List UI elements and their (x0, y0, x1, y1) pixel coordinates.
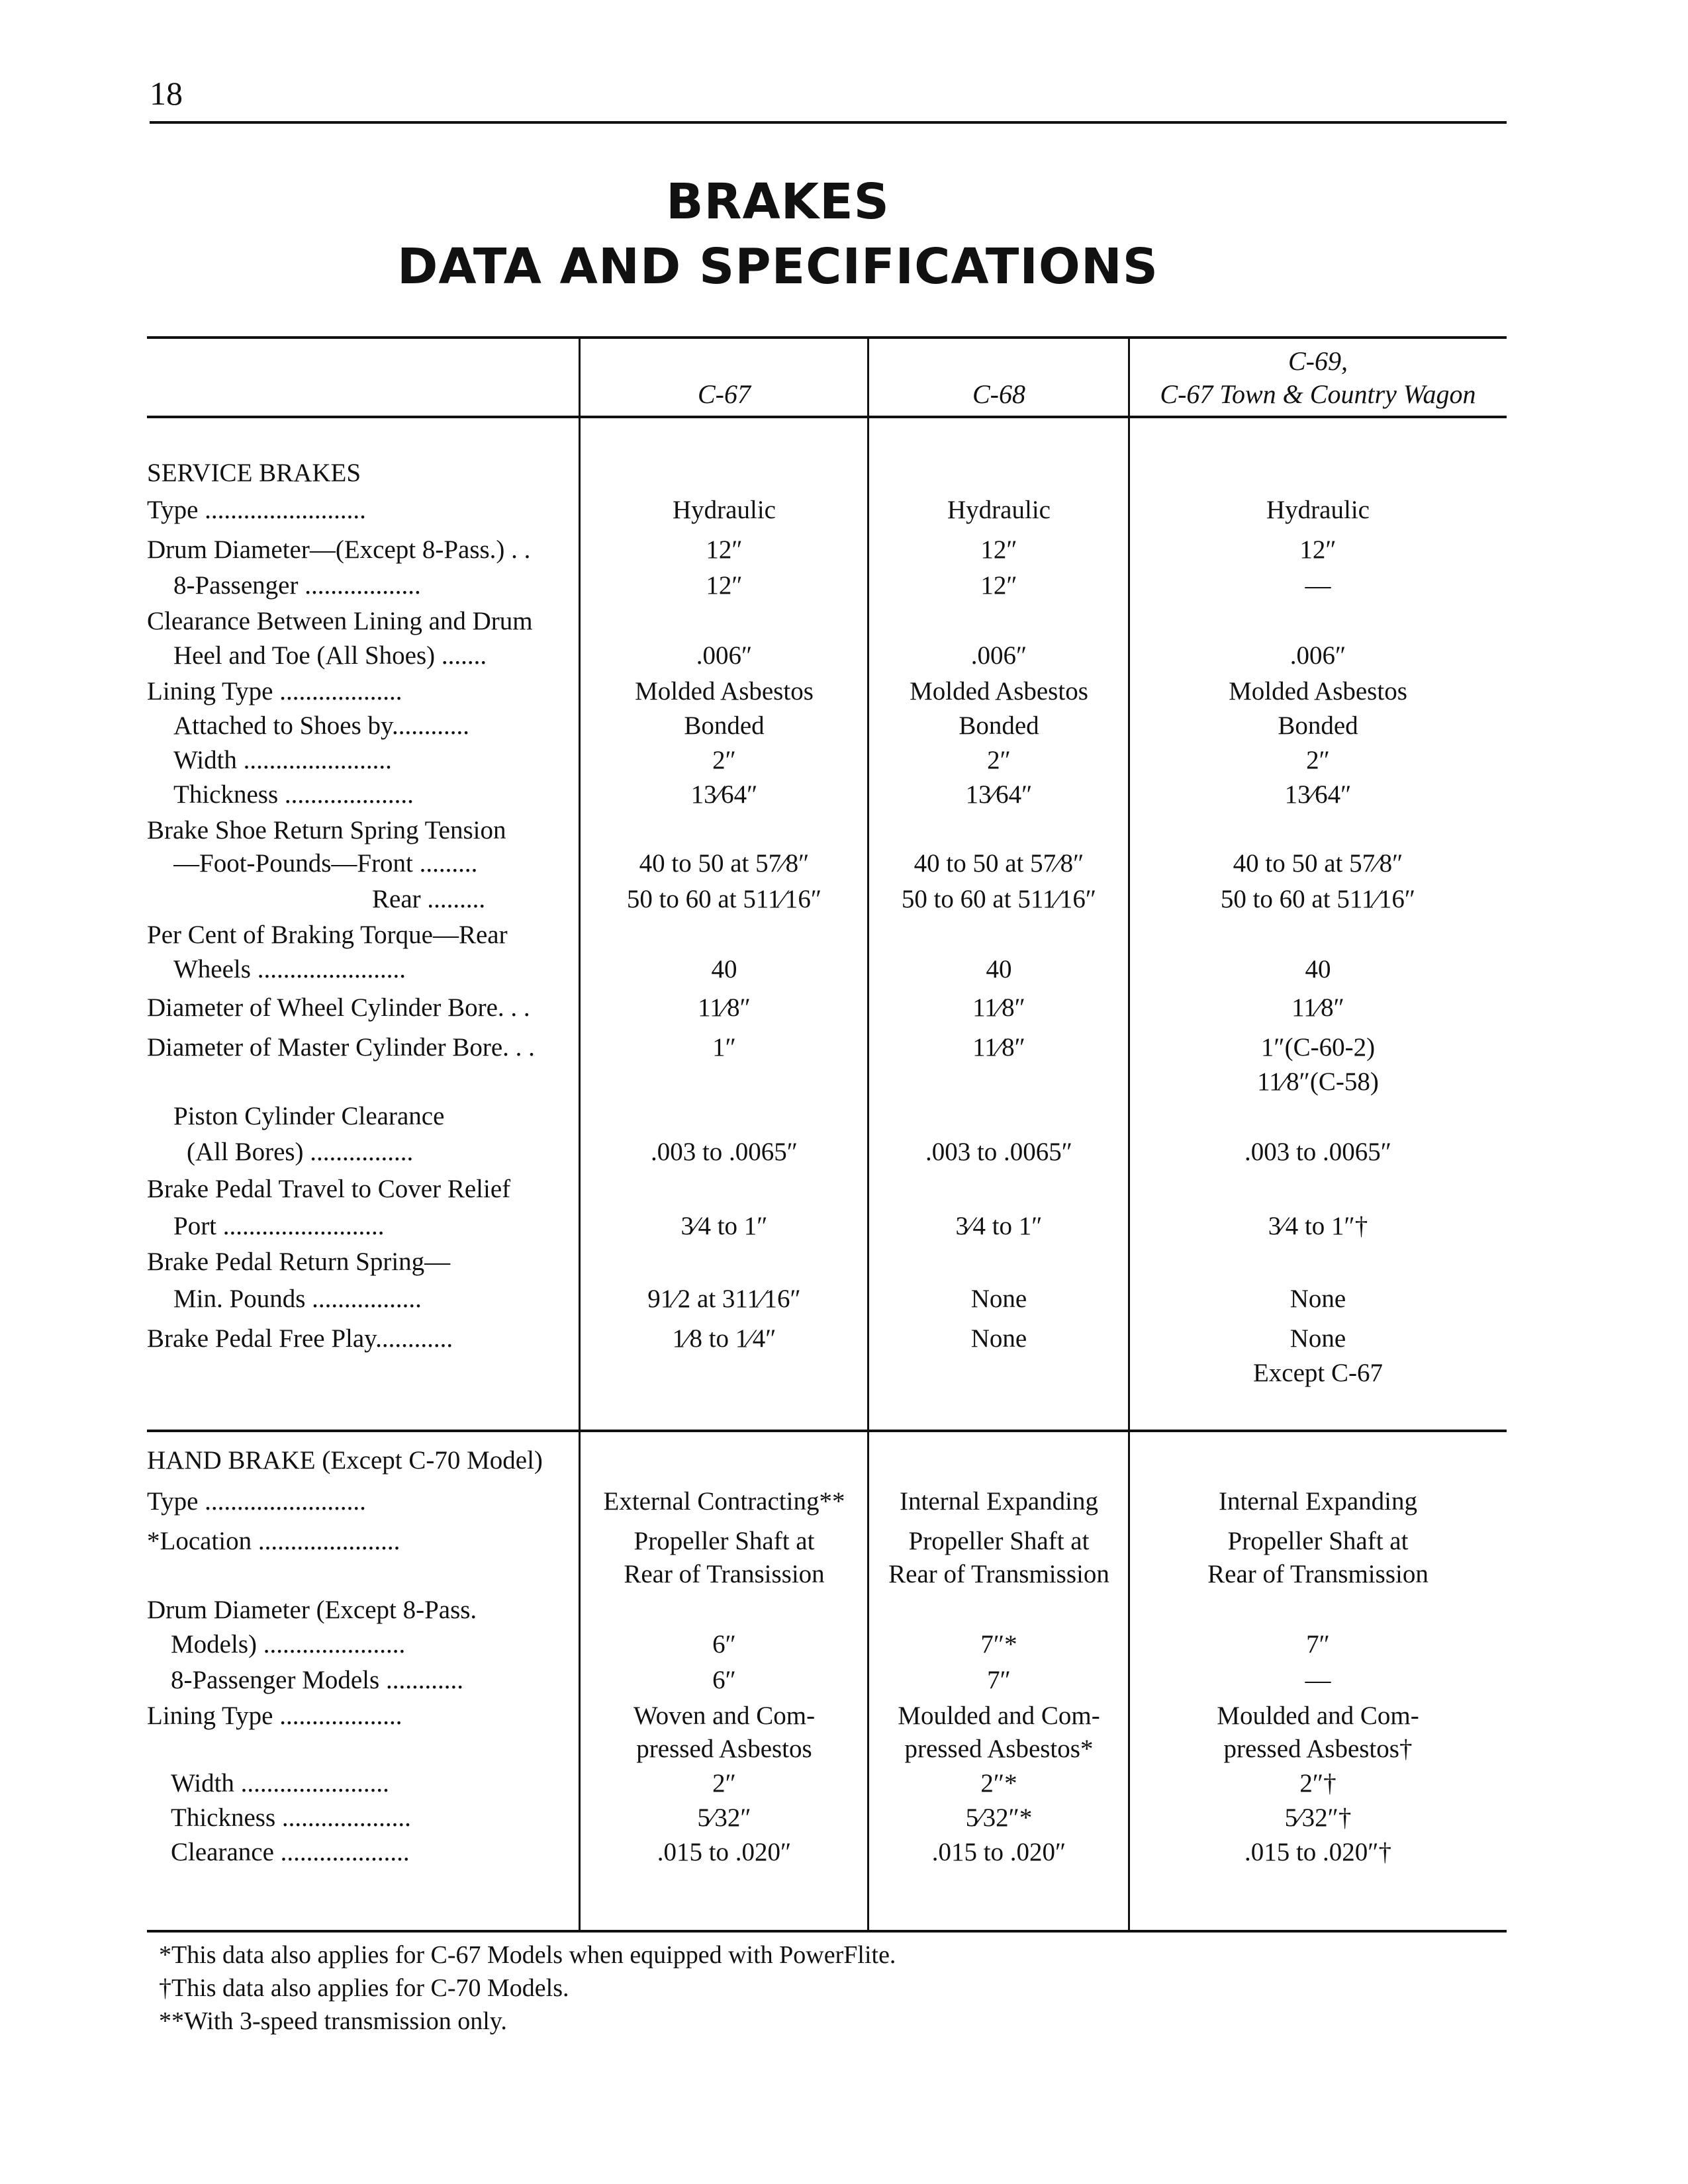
row-label: Thickness .................... (171, 1803, 411, 1832)
cell-c69: Except C-67 (1252, 1359, 1383, 1387)
cell-c67: Propeller Shaft at (633, 1527, 815, 1555)
footnote: †This data also applies for C-70 Models. (159, 1974, 569, 2002)
cell-c67: 13⁄64″ (690, 780, 758, 809)
row-label: Brake Pedal Return Spring— (147, 1248, 451, 1276)
cell-c67: .006″ (696, 641, 753, 670)
cell-c68: 11⁄8″ (972, 1033, 1025, 1062)
cell-c68: pressed Asbestos* (904, 1735, 1094, 1763)
cell-c68: .006″ (970, 641, 1027, 670)
cell-c67: 40 (711, 955, 737, 983)
cell-c67: 11⁄8″ (698, 993, 751, 1022)
cell-c67: 40 to 50 at 57⁄8″ (639, 849, 810, 878)
cell-c69: — (1305, 571, 1331, 600)
row-label: Thickness .................... (173, 780, 414, 809)
row-label: —Foot-Pounds—Front ......... (173, 849, 478, 878)
cell-c68: 7″ (987, 1666, 1011, 1694)
row-label: Rear ......... (372, 885, 486, 913)
cell-c68: None (970, 1324, 1027, 1353)
header-rule (150, 121, 1507, 124)
row-label: Clearance .................... (171, 1838, 410, 1866)
cell-c69: Rear of Transmission (1207, 1560, 1429, 1588)
cell-c69: 5⁄32″† (1284, 1803, 1352, 1832)
cell-c68: .003 to .0065″ (925, 1138, 1073, 1166)
row-label: Models) ...................... (171, 1630, 406, 1659)
cell-c67: 6″ (712, 1666, 736, 1694)
cell-c68: .015 to .020″ (931, 1838, 1066, 1866)
cell-c68: Internal Expanding (900, 1487, 1098, 1516)
column-header-c69: C-69, (1288, 346, 1348, 376)
cell-c68: None (970, 1285, 1027, 1313)
cell-c68: 40 (986, 955, 1012, 983)
cell-c69: — (1305, 1666, 1331, 1694)
row-label: Wheels ....................... (173, 955, 406, 983)
cell-c68: 2″ (987, 746, 1011, 774)
cell-c69: pressed Asbestos† (1223, 1735, 1413, 1763)
row-label: Width ....................... (171, 1769, 389, 1797)
cell-c67: Rear of Transission (624, 1560, 825, 1588)
column-header-c67: C-67 (698, 379, 751, 409)
cell-c67: Woven and Com- (633, 1702, 816, 1730)
cell-c67: Bonded (684, 711, 765, 740)
cell-c67: 91⁄2 at 311⁄16″ (647, 1285, 801, 1313)
cell-c67: 1″ (712, 1033, 736, 1062)
row-label: (All Bores) ................ (187, 1138, 414, 1166)
cell-c68: 13⁄64″ (965, 780, 1033, 809)
row-label: Per Cent of Braking Torque—Rear (147, 921, 508, 949)
row-label: Drum Diameter (Except 8-Pass. (147, 1596, 477, 1624)
cell-c67: 1⁄8 to 1⁄4″ (672, 1324, 776, 1353)
cell-c68: 7″* (980, 1630, 1017, 1659)
cell-c69: 12″ (1299, 535, 1336, 564)
cell-c67: Molded Asbestos (635, 677, 814, 705)
cell-c69: 40 to 50 at 57⁄8″ (1233, 849, 1403, 878)
cell-c67: 5⁄32″ (697, 1803, 751, 1832)
cell-c69: Bonded (1278, 711, 1358, 740)
cell-c69: 7″ (1306, 1630, 1330, 1659)
row-label: Drum Diameter—(Except 8-Pass.) . . (147, 535, 531, 564)
row-label: Attached to Shoes by............ (173, 711, 469, 740)
cell-c68: 40 to 50 at 57⁄8″ (914, 849, 1084, 878)
cell-c68: 3⁄4 to 1″ (955, 1212, 1043, 1240)
footnote: *This data also applies for C-67 Models when equipped with PowerFlite. (159, 1941, 896, 1969)
cell-c68: 12″ (980, 571, 1017, 600)
cell-c69: .003 to .0065″ (1244, 1138, 1392, 1166)
cell-c67: .015 to .020″ (657, 1838, 792, 1866)
page-subtitle: DATA AND SPECIFICATIONS (397, 238, 1159, 295)
cell-c68: Rear of Transmission (888, 1560, 1109, 1588)
cell-c69: Hydraulic (1266, 496, 1370, 524)
row-label: Width ....................... (173, 746, 392, 774)
column-header-c68: C-68 (972, 379, 1025, 409)
cell-c67: .003 to .0065″ (650, 1138, 798, 1166)
row-label: 8-Passenger .................. (173, 571, 421, 600)
cell-c68: Propeller Shaft at (908, 1527, 1090, 1555)
section-heading: HAND BRAKE (Except C-70 Model) (147, 1446, 543, 1475)
row-label: *Location ...................... (147, 1527, 400, 1555)
cell-c69: 50 to 60 at 511⁄16″ (1220, 885, 1416, 913)
table-bottom-rule (147, 1930, 1507, 1933)
cell-c69: 11⁄8″ (1291, 993, 1344, 1022)
cell-c68: Molded Asbestos (910, 677, 1088, 705)
cell-c68: Bonded (959, 711, 1039, 740)
cell-c67: 2″ (712, 746, 736, 774)
row-label: Diameter of Wheel Cylinder Bore. . . (147, 993, 530, 1022)
section-divider-rule (147, 1430, 1507, 1432)
cell-c69: .006″ (1289, 641, 1346, 670)
cell-c67: 50 to 60 at 511⁄16″ (626, 885, 822, 913)
section-heading: SERVICE BRAKES (147, 459, 361, 487)
cell-c69: Propeller Shaft at (1227, 1527, 1409, 1555)
row-label: Brake Shoe Return Spring Tension (147, 816, 506, 844)
cell-c69: .015 to .020″† (1244, 1838, 1392, 1866)
cell-c67: 6″ (712, 1630, 736, 1659)
row-label: Brake Pedal Free Play............ (147, 1324, 453, 1353)
table-top-rule (147, 336, 1507, 339)
cell-c69: Moulded and Com- (1217, 1702, 1419, 1730)
page-number: 18 (150, 75, 183, 112)
cell-c68: 2″* (980, 1769, 1017, 1797)
row-label: Type ......................... (147, 496, 366, 524)
cell-c68: Hydraulic (947, 496, 1051, 524)
cell-c69: None (1289, 1324, 1346, 1353)
cell-c68: 5⁄32″* (965, 1803, 1033, 1832)
row-label: Lining Type ................... (147, 677, 402, 705)
cell-c69: None (1289, 1285, 1346, 1313)
cell-c69: 2″ (1306, 746, 1330, 774)
cell-c67: 3⁄4 to 1″ (680, 1212, 768, 1240)
cell-c69: 11⁄8″(C-58) (1257, 1068, 1379, 1096)
cell-c69: 40 (1305, 955, 1331, 983)
row-label: Piston Cylinder Clearance (173, 1102, 445, 1130)
cell-c69: 3⁄4 to 1″† (1268, 1212, 1368, 1240)
cell-c68: 50 to 60 at 511⁄16″ (901, 885, 1097, 913)
cell-c67: pressed Asbestos (636, 1735, 812, 1763)
cell-c68: 11⁄8″ (972, 993, 1025, 1022)
column-header-town-country: C-67 Town & Country Wagon (1160, 379, 1476, 409)
footnote: **With 3-speed transmission only. (159, 2007, 507, 2035)
cell-c69: Internal Expanding (1219, 1487, 1417, 1516)
cell-c69: Molded Asbestos (1229, 677, 1407, 705)
row-label: Heel and Toe (All Shoes) ....... (173, 641, 487, 670)
row-label: Clearance Between Lining and Drum (147, 607, 533, 635)
cell-c68: Moulded and Com- (898, 1702, 1100, 1730)
row-label: Diameter of Master Cylinder Bore. . . (147, 1033, 535, 1062)
cell-c67: Hydraulic (673, 496, 776, 524)
column-header-rule (147, 416, 1507, 418)
cell-c68: 12″ (980, 535, 1017, 564)
cell-c69: 1″(C-60-2) (1260, 1033, 1376, 1062)
cell-c69: 13⁄64″ (1284, 780, 1352, 809)
cell-c67: 12″ (706, 535, 743, 564)
page-title: BRAKES (666, 173, 890, 230)
row-label: Brake Pedal Travel to Cover Relief (147, 1175, 511, 1203)
cell-c69: 2″† (1299, 1769, 1336, 1797)
row-label: Min. Pounds ................. (173, 1285, 422, 1313)
cell-c67: 2″ (712, 1769, 736, 1797)
cell-c67: External Contracting** (603, 1487, 845, 1516)
row-label: 8-Passenger Models ............ (171, 1666, 463, 1694)
row-label: Port ......................... (173, 1212, 385, 1240)
row-label: Lining Type ................... (147, 1702, 402, 1730)
cell-c67: 12″ (706, 571, 743, 600)
row-label: Type ......................... (147, 1487, 366, 1516)
